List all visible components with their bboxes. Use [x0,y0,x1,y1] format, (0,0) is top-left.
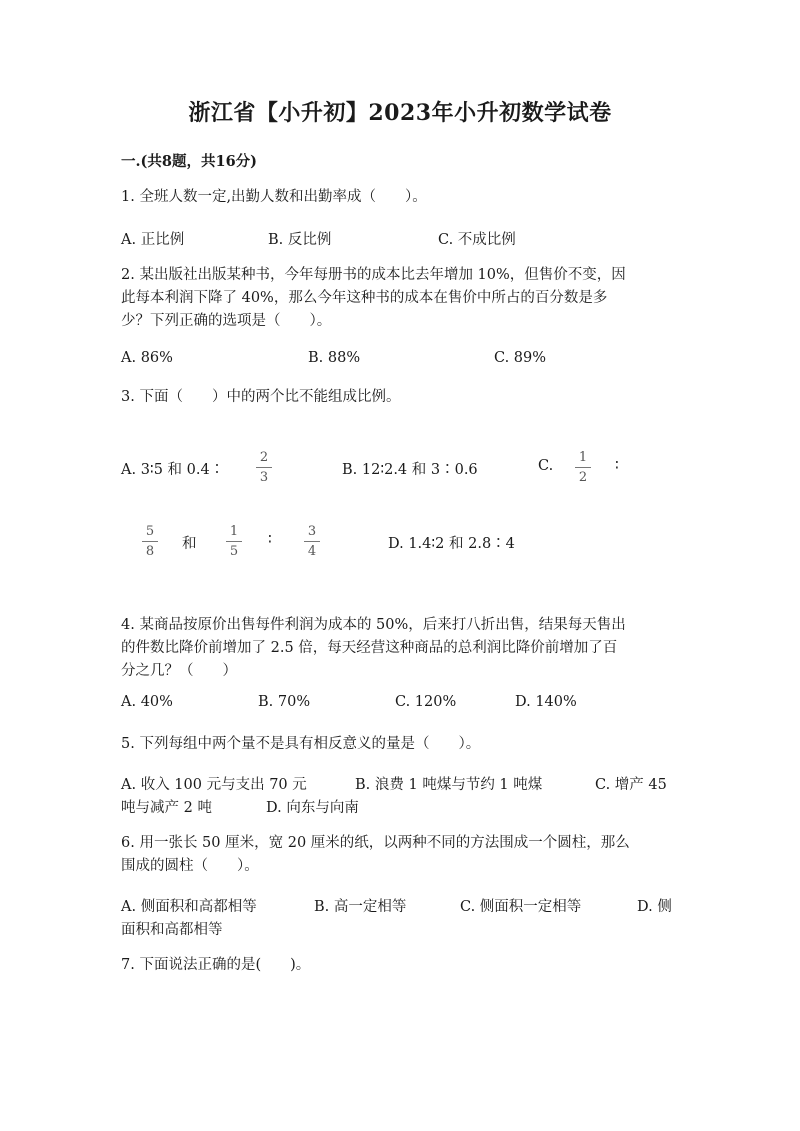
question-6-line-1: 6. 用一张长 50 厘米，宽 20 厘米的纸，以两种不同的方法围成一个圆柱，那么 [121,835,630,851]
question-6-option-d: D. 侧 [637,899,672,915]
section-heading: 一.(共8题，共16分) [121,153,258,170]
question-2-line-1: 2. 某出版社出版某种书，今年每册书的成本比去年增加 10%，但售价不变，因 [121,267,626,283]
fraction-bar [575,467,591,468]
fraction-bar [142,541,158,542]
question-4-option-d: D. 140% [515,694,577,710]
fraction-numerator: 1 [229,524,239,539]
question-4-option-a: A. 40% [121,694,173,710]
question-4-line-2: 的件数比降价前增加了 2.5 倍，每天经营这种商品的总利润比降价前增加了百 [121,640,618,656]
question-3-fraction-c2 [140,524,160,559]
fraction-denominator: 5 [229,544,239,559]
question-2-option-c: C. 89% [494,350,547,366]
question-6-option-d-continued: 面积和高都相等 [121,922,223,938]
question-5-option-c: C. 增产 45 [595,777,667,793]
question-5-option-c-continued: 吨与减产 2 吨 [121,800,212,816]
question-1-option-b: B. 反比例 [268,232,332,248]
question-5-stem: 5. 下列每组中两个量不是具有相反意义的量是（ ）。 [121,736,481,752]
fraction-denominator: 3 [259,470,269,485]
question-6-option-a: A. 侧面积和高都相等 [121,899,257,915]
fraction-numerator: 5 [145,524,155,539]
question-5-option-a: A. 收入 100 元与支出 70 元 [121,777,307,793]
fraction-numerator: 2 [259,450,269,465]
ratio-colon: ∶ [615,458,619,474]
question-4-line-1: 4. 某商品按原价出售每件利润为成本的 50%，后来打八折出售，结果每天售出 [121,617,626,633]
fraction-bar [256,467,272,468]
question-1-option-a: A. 正比例 [121,232,185,248]
question-3-option-b: B. 12∶2.4 和 3∶0.6 [342,462,478,478]
question-4-option-c: C. 120% [395,694,457,710]
question-2-line-2: 此每本利润下降了 40%，那么今年这种书的成本在售价中所占的百分数是多 [121,290,608,306]
question-5-option-d: D. 向东与向南 [266,800,359,816]
question-3-fraction-c4 [302,524,322,559]
question-3-option-c-label: C. [538,458,554,474]
question-7-stem: 7. 下面说法正确的是( )。 [121,957,311,973]
question-4-option-b: B. 70% [258,694,311,710]
conjunction-he: 和 [182,536,197,552]
question-3-fraction-a [254,450,274,485]
question-6-line-2: 围成的圆柱（ ）。 [121,858,259,874]
question-3-stem: 3. 下面（ ）中的两个比不能组成比例。 [121,389,401,405]
page-title: 浙江省【小升初】2023年小升初数学试卷 [188,100,612,126]
question-1-stem: 1. 全班人数一定,出勤人数和出勤率成（ ）。 [121,189,427,205]
question-3-fraction-c3 [224,524,244,559]
question-3-option-a: A. 3∶5 和 0.4∶ [121,462,225,478]
question-5-option-b: B. 浪费 1 吨煤与节约 1 吨煤 [355,777,543,793]
question-3-fraction-c1 [573,450,593,485]
question-6-option-c: C. 侧面积一定相等 [460,899,582,915]
question-2-option-b: B. 88% [308,350,361,366]
question-2-option-a: A. 86% [121,350,173,366]
fraction-numerator: 1 [578,450,588,465]
question-6-option-b: B. 高一定相等 [314,899,407,915]
question-1-option-c: C. 不成比例 [438,232,516,248]
question-2-line-3: 少？下列正确的选项是（ ）。 [121,313,332,329]
fraction-numerator: 3 [307,524,317,539]
question-3-option-d: D. 1.4∶2 和 2.8∶4 [388,536,515,552]
ratio-colon: ∶ [268,532,272,548]
fraction-bar [304,541,320,542]
question-4-line-3: 分之几？（ ） [121,663,237,679]
fraction-denominator: 4 [307,544,317,559]
fraction-denominator: 2 [578,470,588,485]
fraction-bar [226,541,242,542]
fraction-denominator: 8 [145,544,155,559]
